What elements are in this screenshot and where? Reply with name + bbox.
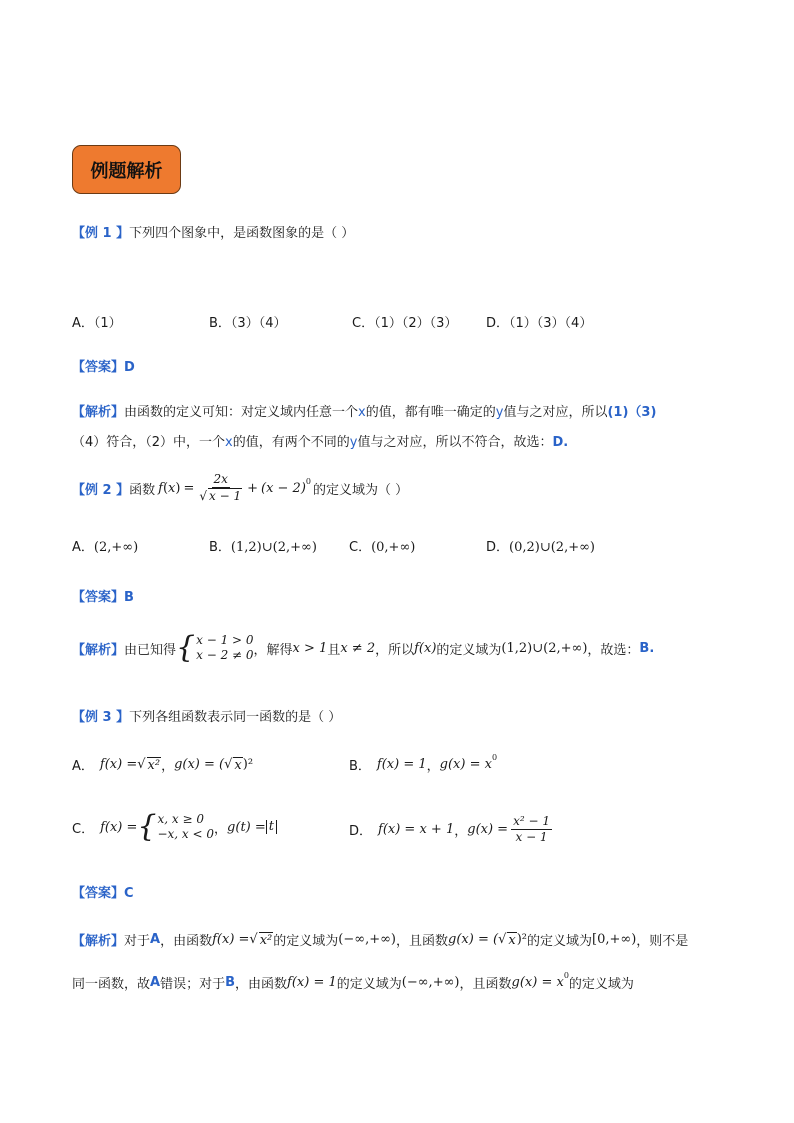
question-text: 函数	[129, 482, 156, 498]
fraction-numerator: x² − 1	[513, 814, 550, 828]
analysis-text: 对于	[124, 934, 151, 949]
analysis-text: 错误；对于	[160, 977, 226, 992]
math-y: y	[349, 435, 358, 450]
example-3-option-c	[72, 809, 277, 844]
analysis-tag: 【解析】	[72, 934, 125, 949]
example-1-option-a: A．（1）	[72, 316, 122, 331]
separator: ，	[161, 759, 175, 774]
section-title-badge	[72, 145, 181, 194]
example-2-tag: 【例 2 】	[72, 482, 130, 498]
inequality-system: { x − 1 > 0 x − 2 ≠ 0	[176, 630, 254, 665]
option-value: (0,2)∪(2,+∞)	[509, 540, 595, 555]
answer-tag: 【答案】	[72, 360, 125, 375]
separator: ，	[214, 821, 228, 837]
analysis-choice: D.	[552, 435, 569, 450]
separator: ，	[454, 824, 468, 839]
section-title: 例题解析	[90, 160, 163, 182]
example-3-tag: 【例 3 】	[72, 710, 130, 725]
piecewise-case-2: −x, x < 0	[157, 827, 215, 841]
math-g: g(x) = (	[448, 932, 499, 947]
math-f: f	[158, 480, 163, 496]
example-3-answer	[72, 882, 134, 901]
option-value: (0,+∞)	[371, 540, 416, 555]
analysis-text: 的值，有两个不同的	[232, 435, 350, 450]
example-3-analysis-line-1: 【解析】 对于 A ，由函数 f(x) = √ x² 的定义域为 (−∞,+∞) ，且函数 g(x) = ( √ x )² 的定义域为 [0,+∞) ，则不是	[72, 932, 689, 949]
math-f: f(x) =	[212, 932, 250, 947]
analysis-text: （4）符合，（2）中，一个	[72, 435, 226, 450]
example-1-question	[72, 222, 354, 241]
math-power-base: (x − 2)	[261, 480, 306, 496]
example-1-analysis-line-1	[72, 401, 656, 420]
answer-value: C	[124, 886, 134, 901]
example-3-analysis-line-2	[72, 973, 634, 992]
math-g: g(x) = x	[439, 757, 492, 772]
analysis-text: 值与之对应，所以	[503, 405, 608, 420]
math-f: f(x) = 1	[287, 975, 337, 990]
example-1-answer	[72, 356, 135, 375]
example-3-question	[72, 706, 341, 725]
math-g: g(x) = x	[511, 975, 564, 990]
math-f: f(x) =	[99, 757, 138, 772]
answer-tag: 【答案】	[72, 886, 125, 901]
math-f: f(x) = 1	[376, 757, 427, 772]
math-x: x	[225, 435, 233, 450]
example-3-option-a: A． f(x) = √ x² ， g(x) = ( √ x )²	[72, 757, 254, 774]
analysis-text: ，所以	[375, 642, 415, 658]
option-label: B．	[349, 759, 371, 774]
example-3-text: 下列各组函数表示同一函数的是（ ）	[129, 710, 342, 725]
math-f: f(x) = x + 1	[378, 822, 455, 837]
example-1-option-d: D．（1）（3）（4）	[486, 316, 593, 331]
analysis-text: 同一函数，故	[72, 977, 151, 992]
example-2-option-a	[72, 536, 138, 555]
example-2-answer	[72, 586, 134, 605]
math-g: g(x) =	[467, 822, 509, 837]
math-condition: x > 1	[292, 640, 328, 656]
analysis-text: 且	[327, 642, 341, 658]
math-domain: [0,+∞)	[592, 932, 637, 947]
system-row-1: x − 1 > 0	[196, 633, 254, 647]
analysis-text: ，解得	[253, 642, 293, 658]
separator: ，	[426, 759, 440, 774]
analysis-text: 的定义域为	[527, 934, 593, 949]
analysis-text: 的定义域为	[273, 934, 339, 949]
math-radicand: x	[234, 757, 242, 773]
analysis-choices: (1)（3)	[607, 405, 657, 420]
fraction: $\frac{2x}{√ x - 1}$	[199, 472, 242, 503]
analysis-tag: 【解析】	[72, 642, 125, 658]
analysis-text: ，则不是	[636, 934, 689, 949]
example-2-option-b	[209, 536, 317, 555]
answer-value: D	[124, 360, 135, 375]
example-2-question: 【例 2 】 函数 f ( x ) = $\frac{2x}{√ x - 1}$ + (x − 2) $^0$ 的定义域为（ ）	[72, 472, 409, 503]
option-label: B．	[209, 540, 231, 555]
option-ref: A	[150, 975, 161, 990]
option-ref: B	[225, 975, 236, 990]
math-x: x	[358, 405, 366, 420]
option-value: (1,2)∪(2,+∞)	[230, 540, 317, 555]
math-domain: (−∞,+∞)	[401, 975, 460, 990]
analysis-text: 的定义域为	[568, 977, 634, 992]
option-label: D．	[486, 540, 510, 555]
fraction-numerator: 2x	[213, 472, 228, 486]
analysis-text: 的值，都有唯一确定的	[365, 405, 496, 420]
analysis-text: ，且函数	[459, 977, 512, 992]
option-label: C．	[349, 540, 372, 555]
math-f: f(x) =	[100, 819, 138, 835]
math-square: )²	[516, 932, 527, 947]
piecewise-case-1: x, x ≥ 0	[157, 812, 204, 826]
math-plus: +	[247, 480, 258, 496]
math-exponent: 0	[305, 476, 311, 486]
answer-value: B	[124, 590, 134, 605]
option-label: C．	[72, 821, 95, 837]
analysis-text: ，由函数	[160, 934, 213, 949]
math-square: )²	[242, 757, 254, 772]
piecewise-brace: { x, x ≥ 0 −x, x < 0	[137, 809, 215, 844]
example-2-option-d	[486, 536, 595, 555]
analysis-text: 值与之对应，所以不符合，故选：	[357, 435, 553, 450]
math-radicand: x²	[259, 932, 273, 948]
analysis-text: ，由函数	[235, 977, 288, 992]
analysis-text: ，且函数	[396, 934, 449, 949]
math-domain: (−∞,+∞)	[338, 932, 397, 947]
example-1-option-c: C．（1）（2）（3）	[352, 316, 458, 331]
math-radicand: x²	[147, 757, 161, 773]
analysis-text: 由函数的定义可知：对定义域内任意一个	[124, 405, 359, 420]
math-y: y	[495, 405, 504, 420]
math-radicand: x	[508, 932, 516, 948]
analysis-text: 由已知得	[124, 642, 177, 658]
option-ref: A	[150, 932, 161, 947]
analysis-text: 的定义域为	[336, 977, 402, 992]
example-2-analysis	[72, 630, 655, 665]
analysis-tag: 【解析】	[72, 405, 125, 420]
math-absolute-value: t	[266, 820, 277, 834]
option-value: (2,+∞)	[93, 540, 139, 555]
fraction-denominator: x − 1	[209, 489, 242, 503]
analysis-choice: B.	[639, 640, 655, 656]
option-label: A．	[72, 759, 94, 774]
fraction-denominator: x − 1	[515, 830, 548, 844]
system-row-2: x − 2 ≠ 0	[196, 648, 254, 662]
math-condition: x ≠ 2	[340, 640, 376, 656]
example-2-option-c	[349, 536, 415, 555]
option-label: A．	[72, 540, 94, 555]
option-label: D．	[349, 824, 373, 839]
analysis-text: 的定义域为	[436, 642, 502, 658]
analysis-text: ，故选：	[587, 642, 640, 658]
example-3-option-d	[349, 814, 552, 845]
math-x: x	[168, 480, 176, 496]
fraction	[511, 814, 552, 845]
math-exponent: 0	[491, 753, 498, 762]
answer-tag: 【答案】	[72, 590, 125, 605]
example-1-tag: 【例 1 】	[72, 226, 130, 241]
example-1-option-b: B．（3）（4）	[209, 316, 287, 331]
math-domain: (1,2)∪(2,+∞)	[501, 640, 588, 656]
math-g: g(x) = (	[174, 757, 225, 772]
example-1-text: 下列四个图象中，是函数图象的是（ ）	[129, 226, 355, 241]
question-text: 的定义域为（ ）	[313, 482, 409, 498]
math-g: g(t) =	[227, 819, 266, 835]
example-3-option-b	[349, 755, 497, 774]
math-exponent: 0	[563, 971, 569, 980]
math-fx: f(x)	[414, 640, 437, 656]
example-1-analysis-line-2	[72, 431, 568, 450]
